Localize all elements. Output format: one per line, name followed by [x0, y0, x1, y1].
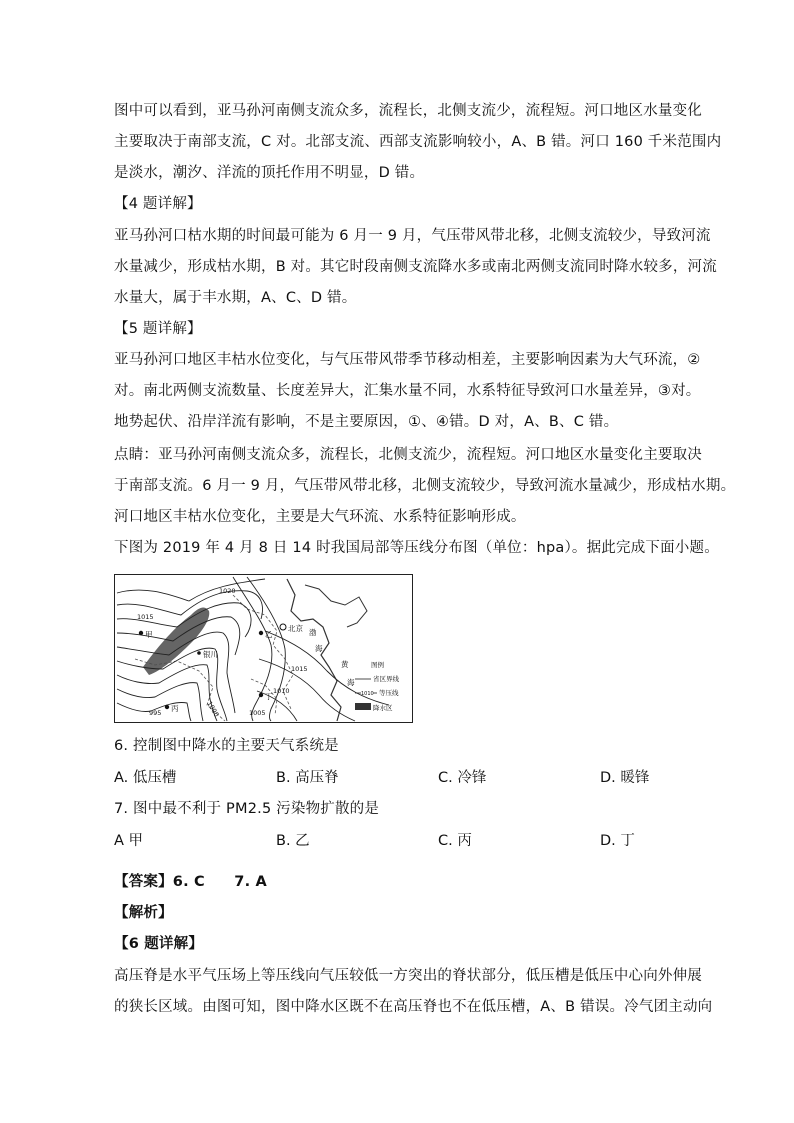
paragraph-line: 水量大，属于丰水期，A、C、D 错。 [114, 290, 357, 306]
label-ding: 丁 [265, 692, 273, 701]
paragraph-line: 地势起伏、沿岸洋流有影响，不是主要原因，①、④错。D 对，A、B、C 错。 [114, 414, 619, 430]
paragraph-line: 亚马孙河口枯水期的时间最可能为 6 月一 9 月，气压带风带北移，北侧支流较少，导致河流 [114, 228, 711, 244]
label-jia: 甲 [145, 630, 153, 639]
paragraph-line: 对。南北两侧支流数量、长度差异大，汇集水量不同，水系特征导致河口水量差异，③对。 [114, 383, 701, 399]
legend-isobar: 等压线 [379, 689, 399, 697]
station-dot [259, 631, 263, 635]
paragraph-line: 主要取决于南部支流，C 对。北部支流、西部支流影响较小，A、B 错。河口 160 千米范围内 [114, 134, 722, 150]
question-6-stem: 6. 控制图中降水的主要天气系统是 [114, 738, 339, 754]
isobar-map [114, 574, 413, 723]
legend-isobar-sample: 1010 [361, 691, 374, 697]
isobar-value: 1005 [249, 709, 266, 717]
legend-title: 图例 [371, 661, 384, 669]
isobar-value: 1010 [273, 687, 290, 695]
question-7-stem: 7. 图中最不利于 PM2.5 污染物扩散的是 [114, 801, 380, 817]
coastline [287, 579, 341, 721]
q7-option-c: C. 丙 [438, 833, 472, 849]
isobar [117, 665, 217, 721]
legend-rain: 降水区 [373, 704, 393, 712]
q7-option-d: D. 丁 [600, 833, 635, 849]
isobar-map-drawing [115, 575, 412, 722]
station-dot [165, 705, 169, 709]
paragraph-line: 点睛：亚马孙河南侧支流众多，流程长，北侧支流少，流程短。河口地区水量变化主要取决 [114, 447, 702, 463]
isobar-value: 1000 [205, 700, 221, 719]
label-yinchuan: 银川 [203, 650, 218, 659]
isobar-value: 1015 [137, 613, 154, 621]
isobar-value: 1015 [291, 665, 308, 673]
paragraph-line: 亚马孙河口地区丰枯水位变化，与气压带风带季节移动相差，主要影响因素为大气环流，② [114, 352, 701, 368]
paragraph-line: 水量减少，形成枯水期，B 对。其它时段南侧支流降水多或南北两侧支流同时降水较多，河流 [114, 259, 717, 275]
paragraph-line: 的狭长区域。由图可知，图中降水区既不在高压脊也不在低压槽，A、B 错误。冷气团主动向 [114, 999, 713, 1015]
paragraph-line: 高压脊是水平气压场上等压线向气压较低一方突出的脊状部分，低压槽是低压中心向外伸展 [114, 968, 702, 984]
label-bo: 渤 [309, 628, 317, 637]
q6-option-b: B. 高压脊 [276, 770, 339, 786]
isobar-value: 995 [149, 709, 162, 717]
paragraph-line: 于南部支流。6 月一 9 月，气压带风带北移，北侧支流较少，导致河流水量减少，形成枯水期。 [114, 478, 736, 494]
figure-intro: 下图为 2019 年 4 月 8 日 14 时我国局部等压线分布图（单位：hpa）。据此完成下面小题。 [114, 540, 719, 556]
q7-option-b: B. 乙 [276, 833, 310, 849]
paragraph-line: 河口地区丰枯水位变化，主要是大气环流、水系特征影响形成。 [114, 509, 526, 525]
paragraph-line: 图中可以看到，亚马孙河南侧支流众多，流程长，北侧支流少，流程短。河口地区水量变化 [114, 103, 702, 119]
label-yi: 乙 [265, 630, 273, 639]
city-dot [197, 651, 201, 655]
isobar-value: 1020 [219, 587, 236, 595]
station-dot [259, 693, 263, 697]
label-bing: 丙 [171, 704, 179, 713]
capital-marker [280, 624, 286, 630]
legend-rain-swatch [355, 703, 371, 710]
section-heading: 【5 题详解】 [114, 321, 202, 337]
section-heading: 【6 题详解】 [114, 936, 204, 952]
legend-province: 省区界线 [373, 675, 399, 683]
label-hai2: 海 [347, 678, 355, 687]
paragraph-line: 是淡水，潮汐、洋流的顶托作用不明显，D 错。 [114, 165, 425, 181]
q7-option-a: A 甲 [114, 833, 144, 849]
q6-option-a: A. 低压槽 [114, 770, 177, 786]
label-beijing: 北京 [288, 624, 303, 633]
label-hai1: 海 [315, 644, 323, 653]
answer-line: 【答案】6. C 7. A [114, 874, 267, 890]
label-huang: 黄 [341, 660, 349, 669]
analysis-heading: 【解析】 [114, 905, 173, 921]
isobar [117, 579, 265, 601]
section-heading: 【4 题详解】 [114, 196, 202, 212]
q6-option-c: C. 冷锋 [438, 770, 487, 786]
station-dot [139, 631, 143, 635]
q6-option-d: D. 暖锋 [600, 770, 650, 786]
